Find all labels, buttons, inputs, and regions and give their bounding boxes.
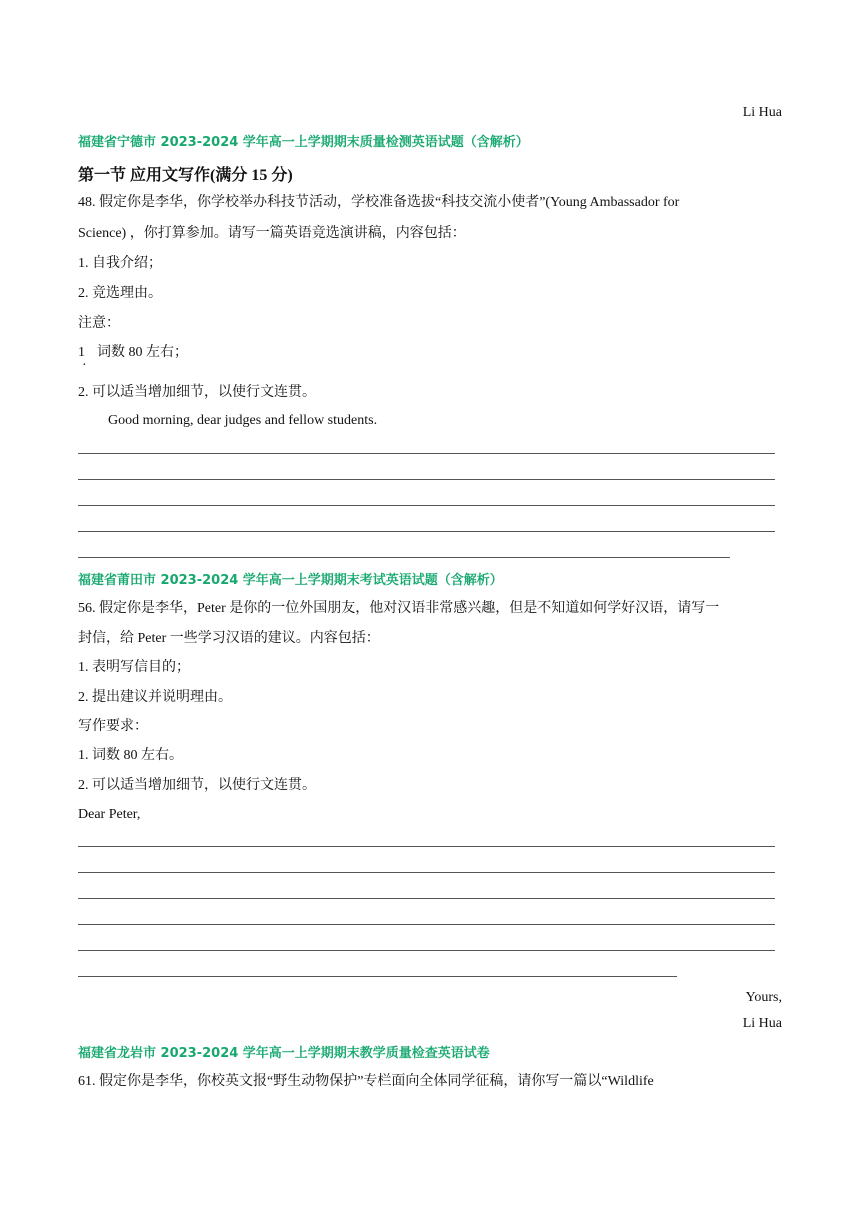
item-2: 2. 竞选理由。 xyxy=(78,286,162,301)
writing-line xyxy=(78,557,730,558)
requirement-2: 2. 可以适当增加细节，以使行文连贯。 xyxy=(78,778,316,793)
requirements-label: 写作要求： xyxy=(78,719,148,734)
source-longyan: 福建省龙岩市 2023-2024 学年高一上学期期末教学质量检查英语试卷 xyxy=(78,1046,490,1061)
letter-salutation: Dear Peter, xyxy=(78,807,141,822)
writing-line xyxy=(78,479,775,480)
writing-line xyxy=(78,898,775,899)
writing-line xyxy=(78,505,775,506)
writing-line xyxy=(78,924,775,925)
writing-line xyxy=(78,976,677,977)
source-putian: 福建省莆田市 2023-2024 学年高一上学期期末考试英语试题（含解析） xyxy=(78,573,503,588)
source-ningde: 福建省宁德市 2023-2024 学年高一上学期期末质量检测英语试题（含解析） xyxy=(78,135,529,150)
speech-opening: Good morning, dear judges and fellow students. xyxy=(108,413,378,428)
note-1-text: 词数 80 左右； xyxy=(97,345,188,360)
item-2: 2. 提出建议并说明理由。 xyxy=(78,690,232,705)
writing-line xyxy=(78,872,775,873)
note-label: 注意： xyxy=(78,316,120,331)
item-1: 1. 自我介绍； xyxy=(78,256,162,271)
requirement-1: 1. 词数 80 左右。 xyxy=(78,748,183,763)
question-56-line2: 封信，给 Peter 一些学习汉语的建议。内容包括： xyxy=(78,631,380,646)
letter-closing: Yours, xyxy=(745,990,782,1005)
bullet-dot: · xyxy=(82,358,87,373)
letter-signature: Li Hua xyxy=(742,1016,782,1031)
writing-line xyxy=(78,453,775,454)
note-2: 2. 可以适当增加细节，以使行文连贯。 xyxy=(78,385,316,400)
question-48-line1: 48. 假定你是李华，你学校举办科技节活动，学校准备选拔“科技交流小使者”(Young Ambassador for xyxy=(78,195,680,210)
question-48-line2: Science) ，你打算参加。请写一篇英语竞选演讲稿，内容包括： xyxy=(78,226,466,241)
note-1-number: 1 xyxy=(78,345,85,360)
question-56-line1: 56. 假定你是李华，Peter 是你的一位外国朋友，他对汉语非常感兴趣，但是不知道如何学好汉语，请写一 xyxy=(78,601,720,616)
writing-line xyxy=(78,950,775,951)
question-61-line1: 61. 假定你是李华，你校英文报“野生动物保护”专栏面向全体同学征稿，请你写一篇以“Wildlife xyxy=(78,1074,654,1089)
top-signature: Li Hua xyxy=(742,105,782,120)
writing-line xyxy=(78,531,775,532)
section-heading: 第一节 应用文写作(满分 15 分) xyxy=(78,167,293,184)
writing-line xyxy=(78,846,775,847)
item-1: 1. 表明写信目的； xyxy=(78,660,190,675)
